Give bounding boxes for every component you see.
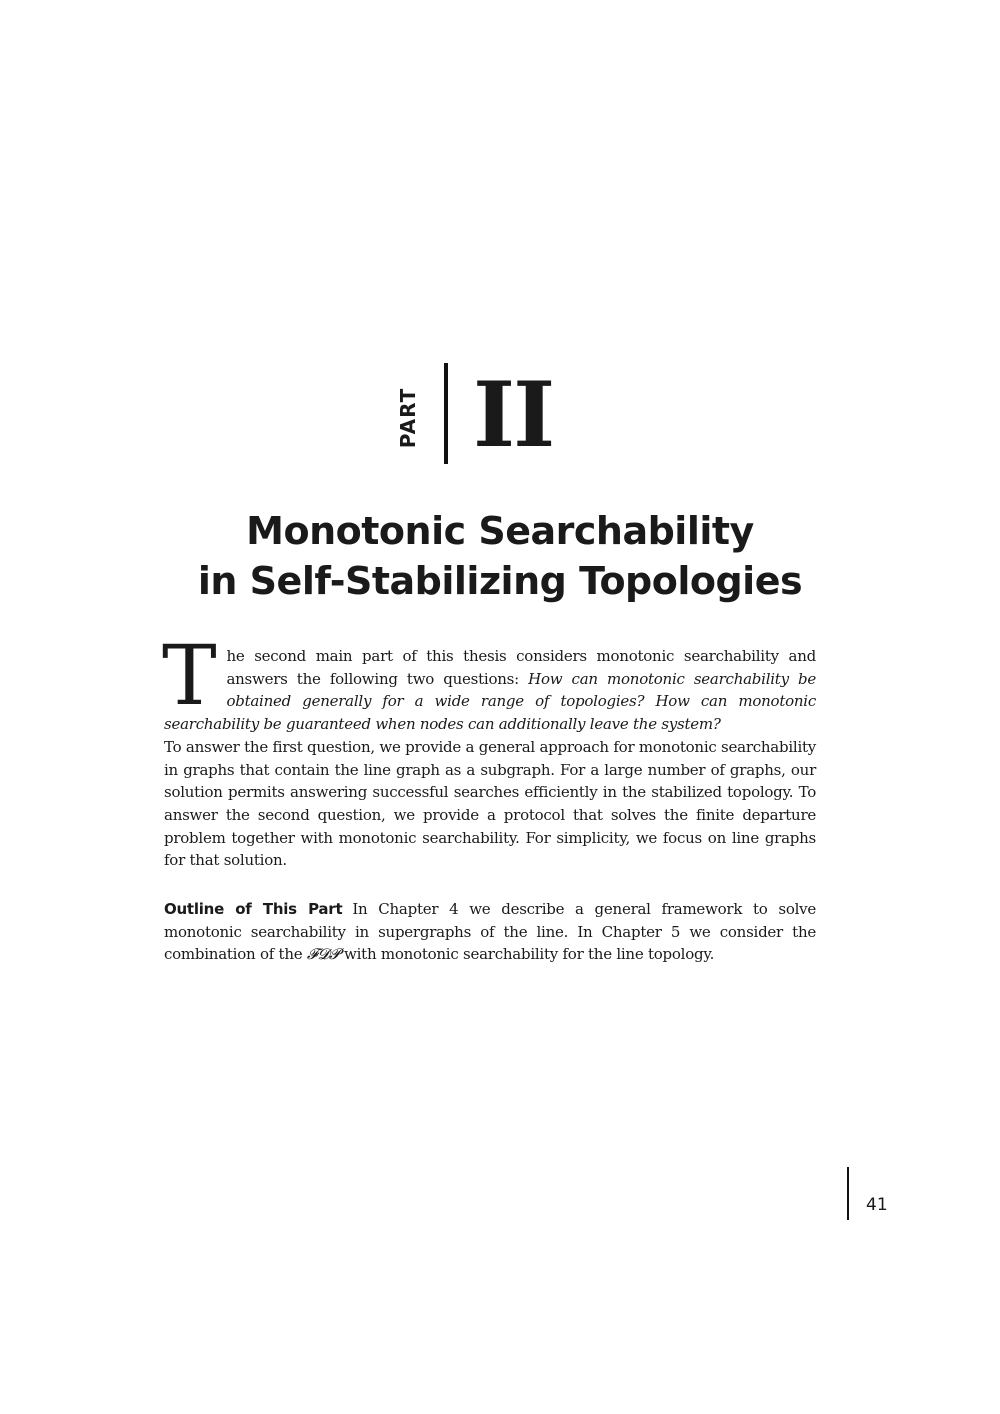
intro-lead-text: he second main part of this thesis considers monotonic searchability and answers the following two questions:	[226, 647, 816, 688]
body-text	[162, 629, 816, 966]
page-number: 41	[866, 1195, 888, 1215]
drop-cap: T	[162, 629, 217, 724]
part-label	[382, 387, 434, 449]
fdp-math-symbol: 𝓕𝓓𝓟	[306, 945, 340, 964]
page-number-divider	[847, 1167, 849, 1220]
outline-heading: Outline of This Part	[164, 900, 343, 919]
intro-paragraph	[162, 629, 816, 736]
part-number: II	[473, 362, 554, 468]
part-title-line-1: Monotonic Searchability	[246, 509, 754, 553]
outline-text-after: with monotonic searchability for the line topology.	[339, 945, 715, 964]
intro-questions: How can monotonic searchability be obtained generally for a wide range of topologies? How can monotonic searchability be guaranteed when nodes can additionally leave the system?	[164, 669, 816, 734]
part-title-line-2: in Self-Stabilizing Topologies	[197, 559, 803, 603]
part-divider	[444, 363, 448, 464]
approach-paragraph: To answer the first question, we provide a general approach for monotonic searchability in graphs that contain the line graph as a subgraph. For a large number of graphs, our solution permits answering successful searches efficiently in the stabilized topology. To answer the second question, we provide a protocol that solves the finite departure problem together with monotonic searchability. For simplicity, we focus on line graphs for that solution.	[164, 737, 816, 870]
outline-text-before: In Chapter 4 we describe a general framework to solve monotonic searchability in supergraphs of the line. In Chapter 5 we consider the combination of the	[164, 900, 816, 964]
outline-paragraph	[164, 898, 816, 966]
part-label-text: PART	[396, 387, 421, 449]
part-title	[0, 506, 1000, 606]
